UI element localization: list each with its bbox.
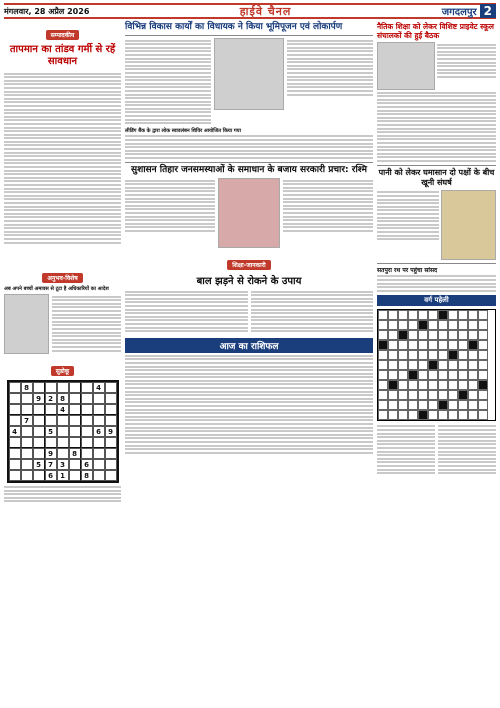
susashan-headline: सुशासन तिहार जनसमस्याओं के समाधान के बजाय सरकारी प्रचार: रश्मि — [125, 162, 373, 176]
sudoku-cell — [9, 393, 21, 404]
crossword-cell — [398, 410, 408, 420]
crossword-cell — [448, 400, 458, 410]
sudoku-cell — [69, 404, 81, 415]
crossword-cell — [448, 390, 458, 400]
sudoku-cell — [93, 470, 105, 481]
crossword-cell — [378, 370, 388, 380]
crossword-cell — [428, 320, 438, 330]
crossword-cell — [438, 320, 448, 330]
crossword-cell — [418, 350, 428, 360]
crossword-cell — [428, 350, 438, 360]
feature-headline: अब अपने बच्चों अमावस से टूटा है अधिकारियों का आदेश — [4, 286, 109, 292]
crossword-cell — [428, 410, 438, 420]
sudoku-cell: 6 — [45, 470, 57, 481]
crossword-cell — [448, 330, 458, 340]
sudoku-cell — [93, 415, 105, 426]
crossword-cell — [458, 350, 468, 360]
crossword-cell — [458, 340, 468, 350]
sudoku-cell — [21, 470, 33, 481]
crossword-cell — [408, 330, 418, 340]
crossword-cell — [428, 370, 438, 380]
sudoku-cell — [93, 404, 105, 415]
sudoku-cell — [105, 393, 117, 404]
crossword-cell — [438, 350, 448, 360]
sudoku-cell — [21, 459, 33, 470]
crossword-cell — [438, 410, 448, 420]
crossword-cell — [388, 360, 398, 370]
crossword-cell — [448, 370, 458, 380]
crossword-cell — [388, 380, 398, 390]
sudoku-cell — [21, 393, 33, 404]
sudoku-cell — [33, 382, 45, 393]
crossword-cell — [438, 390, 448, 400]
editorial-headline: तापमान का तांडव गर्मी से रहें सावधान — [9, 44, 116, 67]
crossword-cell — [398, 360, 408, 370]
sudoku-cell — [69, 415, 81, 426]
crossword-cell — [398, 320, 408, 330]
school-story-body — [437, 42, 496, 90]
sudoku-cell — [45, 404, 57, 415]
crossword-cell — [468, 320, 478, 330]
sudoku-cell — [93, 448, 105, 459]
sudoku-cell — [69, 470, 81, 481]
crossword-cell — [418, 330, 428, 340]
sudoku-cell — [81, 393, 93, 404]
rashifal-title: आज का राशिफल — [125, 338, 373, 353]
sudoku-cell — [57, 382, 69, 393]
crossword-cell — [458, 390, 468, 400]
crossword-cell — [478, 400, 488, 410]
bank-story-headline: लीडिंग बैंक के द्वारा लोक स्वावलंबन शिविर आयोजित किया गया — [125, 127, 241, 134]
sudoku-cell — [33, 404, 45, 415]
school-story-headline: नैतिक शिक्षा को लेकर विशिष्ट प्राइवेट स्कूल संचालकों की हुई बैठक — [376, 22, 494, 40]
sudoku-cell: 1 — [57, 470, 69, 481]
crossword-cell — [458, 330, 468, 340]
crossword-cell — [388, 400, 398, 410]
crossword-cell — [398, 370, 408, 380]
crossword-cell — [408, 360, 418, 370]
sudoku-cell: 8 — [57, 393, 69, 404]
crossword-cell — [378, 350, 388, 360]
water-story-photo — [441, 190, 496, 260]
sudoku-cell — [93, 393, 105, 404]
left-column — [4, 22, 121, 504]
crossword-cell — [478, 370, 488, 380]
sudoku-cell — [45, 415, 57, 426]
sudoku-cell — [69, 426, 81, 437]
small-story-headline: सतपुरा रथ पर पहुंचा सांसद — [377, 263, 496, 274]
health-body-2 — [251, 289, 373, 334]
crossword-cell — [418, 410, 428, 420]
mla-story-photo — [214, 38, 284, 110]
crossword-cell — [438, 310, 448, 320]
sudoku-instructions — [4, 486, 121, 502]
crossword-cell — [448, 350, 458, 360]
crossword-cell — [468, 330, 478, 340]
sudoku-cell: 9 — [105, 426, 117, 437]
crossword-cell — [408, 310, 418, 320]
sudoku-cell — [69, 437, 81, 448]
sudoku-cell: 5 — [45, 426, 57, 437]
sudoku-cell: 8 — [69, 448, 81, 459]
crossword-cell — [458, 310, 468, 320]
crossword-cell — [428, 380, 438, 390]
feature-body — [52, 294, 121, 354]
susashan-body — [125, 178, 215, 248]
sudoku-cell — [33, 437, 45, 448]
sudoku-cell — [9, 415, 21, 426]
sudoku-cell: 9 — [33, 393, 45, 404]
sudoku-cell — [69, 382, 81, 393]
bank-story-body — [125, 135, 373, 159]
crossword-cell — [418, 360, 428, 370]
crossword-cell — [468, 390, 478, 400]
sudoku-cell — [33, 426, 45, 437]
crossword-cell — [468, 370, 478, 380]
crossword-cell — [458, 370, 468, 380]
health-headline: बाल झड़ने से रोकने के उपाय — [196, 276, 302, 287]
health-body — [125, 289, 247, 334]
crossword-cell — [438, 340, 448, 350]
sudoku-cell — [81, 448, 93, 459]
crossword-cell — [388, 370, 398, 380]
sudoku-cell — [45, 382, 57, 393]
crossword-cell — [398, 330, 408, 340]
crossword-cell — [428, 400, 438, 410]
crossword-cell — [478, 320, 488, 330]
sudoku-cell — [9, 448, 21, 459]
rashifal-body — [125, 355, 373, 454]
crossword-clues-down — [438, 424, 496, 476]
crossword-cell — [448, 410, 458, 420]
right-column — [377, 22, 496, 504]
crossword-cell — [468, 360, 478, 370]
crossword-cell — [378, 330, 388, 340]
crossword-cell — [458, 320, 468, 330]
sudoku-cell — [21, 448, 33, 459]
crossword-title: वर्ग पहेली — [377, 295, 496, 306]
crossword-cell — [448, 310, 458, 320]
crossword-cell — [378, 360, 388, 370]
sudoku-cell — [21, 426, 33, 437]
sudoku-title: सुडोकू — [51, 366, 74, 376]
crossword-cell — [448, 360, 458, 370]
crossword-cell — [468, 340, 478, 350]
sudoku-cell — [105, 437, 117, 448]
crossword-cell — [448, 340, 458, 350]
sudoku-cell: 9 — [45, 448, 57, 459]
sudoku-cell — [105, 415, 117, 426]
feature-tag: अनुभव-विशेष — [42, 273, 82, 283]
school-story-body-2 — [377, 92, 496, 162]
crossword-cell — [468, 400, 478, 410]
crossword-cell — [438, 380, 448, 390]
crossword-cell — [478, 330, 488, 340]
mla-story-body-2 — [287, 38, 373, 126]
sudoku-cell: 3 — [57, 459, 69, 470]
sudoku-cell — [69, 393, 81, 404]
sudoku-cell — [9, 382, 21, 393]
crossword-cell — [408, 370, 418, 380]
crossword-cell — [378, 380, 388, 390]
sudoku-cell — [81, 415, 93, 426]
crossword-cell — [438, 370, 448, 380]
sudoku-cell: 4 — [57, 404, 69, 415]
crossword-grid — [377, 309, 496, 421]
sudoku-grid — [7, 380, 119, 483]
crossword-cell — [478, 410, 488, 420]
susashan-body-2 — [283, 178, 373, 248]
editorial-tag: सम्पादकीय — [46, 30, 80, 40]
crossword-cell — [478, 360, 488, 370]
crossword-cell — [478, 350, 488, 360]
crossword-cell — [448, 320, 458, 330]
crossword-cell — [438, 330, 448, 340]
crossword-cell — [458, 380, 468, 390]
sudoku-cell — [9, 459, 21, 470]
crossword-cell — [428, 340, 438, 350]
crossword-cell — [418, 320, 428, 330]
school-story-photo — [377, 42, 435, 90]
sudoku-cell — [57, 415, 69, 426]
crossword-cell — [428, 310, 438, 320]
city-name: जगदलपुर — [441, 7, 477, 18]
mla-story-headline: विभिन्न विकास कार्यों का विधायक ने किया भूमिपूजन एवं लोकार्पण — [125, 22, 373, 36]
sudoku-cell: 5 — [33, 459, 45, 470]
crossword-cell — [448, 380, 458, 390]
sudoku-cell — [57, 448, 69, 459]
crossword-cell — [408, 400, 418, 410]
sudoku-cell — [81, 382, 93, 393]
sudoku-cell — [9, 437, 21, 448]
sudoku-cell: 7 — [21, 415, 33, 426]
crossword-cell — [398, 340, 408, 350]
crossword-clues-across — [377, 424, 435, 476]
masthead — [4, 3, 496, 19]
crossword-cell — [378, 320, 388, 330]
crossword-cell — [378, 340, 388, 350]
sudoku-cell — [33, 448, 45, 459]
crossword-cell — [408, 350, 418, 360]
crossword-cell — [388, 340, 398, 350]
sudoku-cell — [105, 382, 117, 393]
water-story-headline: पानी को लेकर घमासान दो पक्षों के बीच खूनी संघर्ष — [377, 165, 496, 188]
water-story-body — [377, 190, 439, 260]
crossword-cell — [378, 410, 388, 420]
sudoku-cell — [33, 415, 45, 426]
sudoku-cell — [21, 437, 33, 448]
crossword-cell — [398, 350, 408, 360]
crossword-cell — [388, 390, 398, 400]
crossword-cell — [418, 400, 428, 410]
crossword-cell — [408, 390, 418, 400]
crossword-cell — [428, 330, 438, 340]
crossword-cell — [478, 340, 488, 350]
crossword-cell — [418, 310, 428, 320]
crossword-cell — [438, 360, 448, 370]
crossword-cell — [378, 400, 388, 410]
health-tag: शिक्षा-जानकारी — [227, 260, 271, 270]
crossword-cell — [428, 390, 438, 400]
crossword-cell — [388, 330, 398, 340]
sudoku-cell — [81, 426, 93, 437]
crossword-cell — [398, 310, 408, 320]
crossword-cell — [418, 370, 428, 380]
sudoku-cell — [45, 437, 57, 448]
crossword-cell — [458, 400, 468, 410]
sudoku-cell: 6 — [93, 426, 105, 437]
sudoku-cell — [81, 437, 93, 448]
sudoku-cell: 4 — [93, 382, 105, 393]
crossword-cell — [418, 380, 428, 390]
sudoku-cell — [93, 459, 105, 470]
middle-column — [125, 22, 373, 504]
sudoku-cell: 2 — [45, 393, 57, 404]
crossword-cell — [468, 310, 478, 320]
crossword-cell — [388, 350, 398, 360]
issue-date: मंगलवार, 28 अप्रैल 2026 — [4, 6, 90, 16]
crossword-cell — [418, 390, 428, 400]
crossword-cell — [388, 410, 398, 420]
sudoku-cell — [21, 404, 33, 415]
crossword-cell — [478, 390, 488, 400]
crossword-cell — [378, 310, 388, 320]
page-number: 2 — [480, 4, 496, 18]
sudoku-cell: 8 — [21, 382, 33, 393]
crossword-cell — [418, 340, 428, 350]
sudoku-cell — [9, 404, 21, 415]
crossword-cell — [438, 400, 448, 410]
sudoku-cell — [33, 470, 45, 481]
susashan-photo — [218, 178, 280, 248]
sudoku-cell — [9, 470, 21, 481]
sudoku-cell — [105, 459, 117, 470]
crossword-cell — [468, 350, 478, 360]
small-story-body — [377, 275, 496, 291]
crossword-cell — [388, 320, 398, 330]
sudoku-cell: 7 — [45, 459, 57, 470]
crossword-cell — [468, 410, 478, 420]
paper-name: हाईवे चैनल — [239, 4, 292, 18]
feature-photo — [4, 294, 49, 354]
crossword-cell — [398, 390, 408, 400]
editorial-body — [4, 71, 121, 261]
crossword-cell — [478, 380, 488, 390]
sudoku-cell — [93, 437, 105, 448]
sudoku-cell: 4 — [9, 426, 21, 437]
crossword-cell — [408, 340, 418, 350]
mla-story-body — [125, 38, 211, 126]
sudoku-cell: 8 — [81, 470, 93, 481]
crossword-cell — [408, 380, 418, 390]
crossword-cell — [458, 410, 468, 420]
crossword-cell — [458, 360, 468, 370]
crossword-cell — [408, 410, 418, 420]
sudoku-cell — [57, 426, 69, 437]
crossword-cell — [408, 320, 418, 330]
sudoku-cell — [105, 448, 117, 459]
sudoku-cell — [105, 470, 117, 481]
sudoku-cell: 6 — [81, 459, 93, 470]
crossword-cell — [398, 400, 408, 410]
sudoku-cell — [81, 404, 93, 415]
crossword-cell — [378, 390, 388, 400]
sudoku-cell — [57, 437, 69, 448]
crossword-cell — [428, 360, 438, 370]
crossword-cell — [388, 310, 398, 320]
sudoku-cell — [105, 404, 117, 415]
crossword-cell — [478, 310, 488, 320]
crossword-cell — [398, 380, 408, 390]
sudoku-cell — [69, 459, 81, 470]
crossword-cell — [468, 380, 478, 390]
